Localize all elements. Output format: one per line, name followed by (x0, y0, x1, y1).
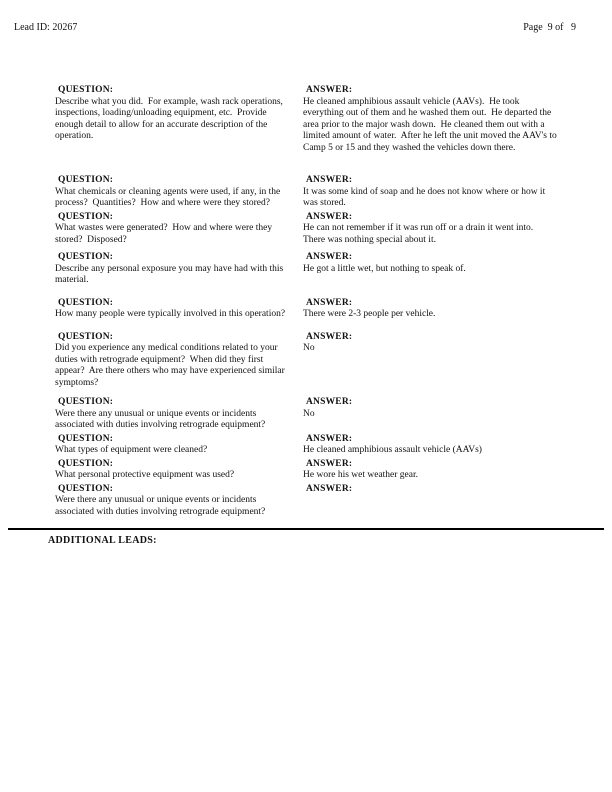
answer-cell (303, 459, 557, 482)
question-label: QUESTION: (58, 175, 114, 185)
question-text: Were there any unusual or unique events or incidents associated with duties involving retrograde equipment? (55, 408, 266, 430)
page-number: Page 9 of 9 (523, 22, 576, 33)
question-cell (55, 85, 287, 143)
answer-label: ANSWER: (306, 433, 353, 444)
answer-cell (303, 252, 557, 275)
qa-row (55, 175, 584, 210)
answer-cell (303, 175, 557, 210)
answer-cell (303, 332, 557, 355)
qa-row (55, 212, 584, 247)
question-cell (55, 252, 287, 287)
qa-row (55, 434, 584, 457)
answer-label: ANSWER: (306, 331, 353, 342)
question-label: QUESTION: (58, 458, 114, 469)
question-text: Describe any personal exposure you may have had with this material. (55, 263, 286, 285)
question-label: QUESTION: (58, 397, 114, 407)
question-text: What personal protective equipment was used? (55, 470, 235, 480)
answer-label: ANSWER: (306, 252, 353, 262)
answer-cell (303, 484, 557, 496)
question-label: QUESTION: (58, 211, 114, 222)
question-text: Describe what you did. For example, wash rack operations, inspections, loading/unloading equipment, etc. Provide enough detail to allow for an accurate description of the operation. (55, 96, 286, 141)
answer-text: No (303, 343, 315, 353)
question-text: What chemicals or cleaning agents were used, if any, in the process? Quantities? How and where were they stored? (55, 186, 283, 208)
lead-id: Lead ID: 20267 (14, 22, 78, 33)
question-label: QUESTION: (58, 483, 114, 494)
answer-cell (303, 397, 557, 420)
answer-text: No (303, 408, 315, 419)
question-cell (55, 397, 287, 432)
answer-label: ANSWER: (306, 85, 353, 95)
qa-row (55, 85, 584, 154)
question-cell (55, 459, 287, 482)
question-text: How many people were typically involved in this operation? (55, 309, 286, 319)
answer-label: ANSWER: (306, 458, 353, 469)
answer-text: He wore his wet weather gear. (303, 470, 419, 480)
answer-cell (303, 212, 557, 247)
answer-label: ANSWER: (306, 175, 353, 185)
answer-cell (303, 434, 557, 457)
section-divider (8, 528, 604, 530)
answer-label: ANSWER: (306, 483, 353, 494)
question-cell (55, 298, 287, 321)
answer-label: ANSWER: (306, 397, 353, 407)
question-cell (55, 175, 287, 210)
qa-row (55, 252, 584, 287)
question-cell (55, 212, 287, 247)
answer-cell (303, 298, 557, 321)
answer-text: He cleaned amphibious assault vehicle (AAVs) (303, 445, 482, 455)
question-text: Did you experience any medical conditions related to your duties with retrograde equipment? When did they first appear? Are there others who may have experienced similar symptoms? (55, 343, 288, 388)
question-text: What wastes were generated? How and where were they stored? Disposed? (55, 223, 275, 245)
answer-label: ANSWER: (306, 211, 353, 222)
question-text: Were there any unusual or unique events or incidents associated with duties involving retrograde equipment? (55, 495, 266, 517)
page-header (0, 22, 612, 34)
question-label: QUESTION: (58, 433, 114, 444)
question-label: QUESTION: (58, 252, 114, 262)
qa-row (55, 397, 584, 432)
qa-row (55, 459, 584, 482)
answer-text: There were 2-3 people per vehicle. (303, 309, 436, 319)
question-cell (55, 484, 287, 519)
answer-cell (303, 85, 560, 154)
question-cell (55, 434, 287, 457)
answer-text: He got a little wet, but nothing to speak of. (303, 263, 466, 274)
qa-section (0, 85, 612, 518)
question-label: QUESTION: (58, 297, 114, 308)
question-text: What types of equipment were cleaned? (55, 445, 208, 455)
question-label: QUESTION: (58, 331, 114, 342)
answer-text: He cleaned amphibious assault vehicle (AAVs). He took everything out of them and he washed them out. He departed the area prior to the major wash down. He cleaned them out with a limited amount of water. After he left the unit moved the AAV's to Camp 5 or 15 and they washed the vehicles down there. (303, 96, 560, 153)
answer-label: ANSWER: (306, 297, 353, 308)
additional-leads-heading: ADDITIONAL LEADS: (48, 535, 157, 546)
qa-row (55, 484, 584, 519)
qa-row (55, 298, 584, 321)
question-cell (55, 332, 287, 390)
question-label: QUESTION: (58, 85, 114, 95)
answer-text: It was some kind of soap and he does not know where or how it was stored. (303, 186, 548, 208)
answer-text: He can not remember if it was run off or a drain it went into. There was nothing special about it. (303, 223, 538, 245)
qa-row (55, 332, 584, 390)
